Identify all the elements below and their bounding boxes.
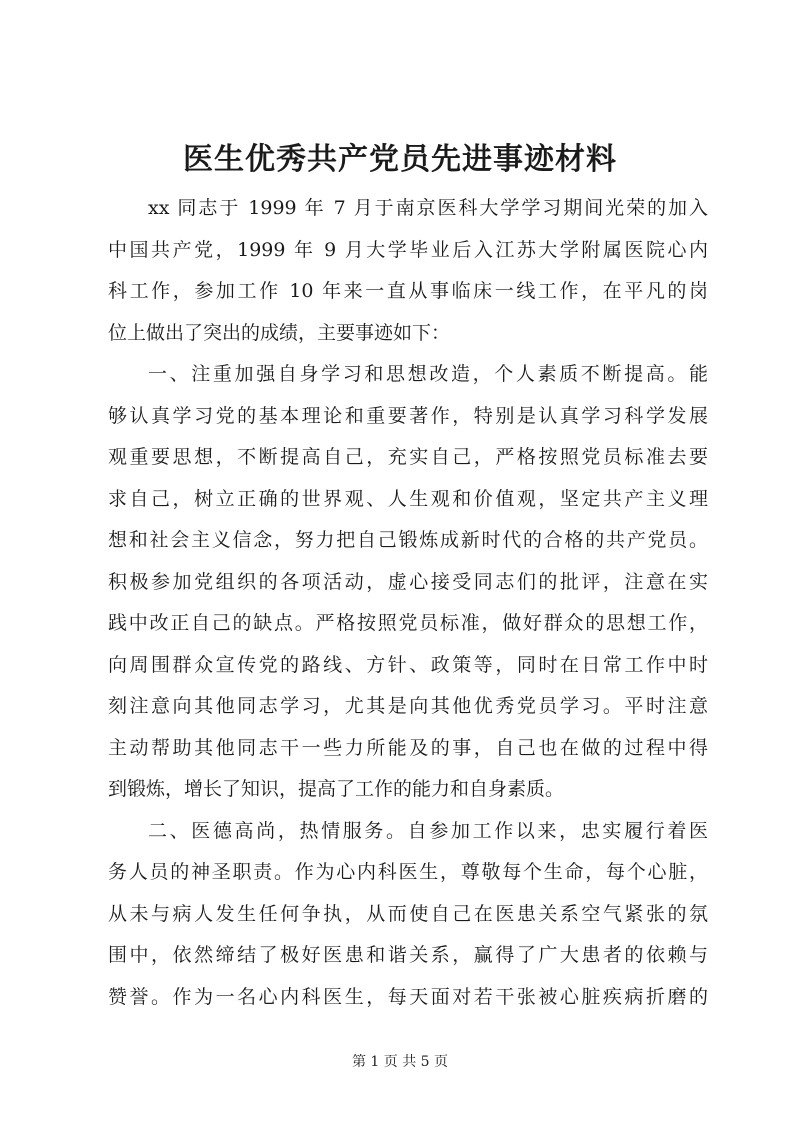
body-line: 二、医德高尚，热情服务。自参加工作以来，忠实履行着医 — [148, 819, 708, 842]
body-line: 到锻炼，增长了知识，提高了工作的能力和自身素质。 — [108, 778, 565, 800]
body-line: 求自己，树立正确的世界观、人生观和价值观，坚定共产主义理 — [108, 487, 708, 510]
document-body — [108, 188, 708, 1018]
body-line: 从未与病人发生任何争执，从而使自己在医患关系空气紧张的氛 — [108, 902, 708, 925]
body-line: 位上做出了突出的成绩，主要事迹如下： — [108, 321, 451, 344]
page-footer: 第 1 页 共 5 页 — [351, 1054, 449, 1070]
body-line: 想和社会主义信念，努力把自己锻炼成新时代的合格的共产党员。 — [108, 529, 708, 551]
body-line: 积极参加党组织的各项活动，虚心接受同志们的批评，注意在实 — [108, 570, 708, 593]
body-line: xx 同志于 1999 年 7 月于南京医科大学学习期间光荣的加入 — [148, 197, 708, 219]
body-line: 科工作，参加工作 10 年来一直从事临床一线工作，在平凡的岗 — [108, 280, 708, 302]
body-line: 向周围群众宣传党的路线、方针、政策等，同时在日常工作中时 — [108, 653, 708, 676]
document-title: 医生优秀共产党员先进事迹材料 — [183, 142, 617, 177]
body-line: 够认真学习党的基本理论和重要著作，特别是认真学习科学发展 — [108, 404, 708, 427]
body-line: 赞誉。作为一名心内科医生，每天面对若干张被心脏疾病折磨的 — [108, 985, 708, 1008]
body-line: 主动帮助其他同志干一些力所能及的事，自己也在做的过程中得 — [108, 736, 708, 759]
body-line: 围中，依然缔结了极好医患和谐关系，赢得了广大患者的依赖与 — [108, 944, 708, 966]
body-line: 中国共产党，1999 年 9 月大学毕业后入江苏大学附属医院心内 — [108, 238, 708, 261]
body-line: 务人员的神圣职责。作为心内科医生，尊敬每个生命，每个心脏， — [108, 861, 708, 883]
body-line: 观重要思想，不断提高自己，充实自己，严格按照党员标准去要 — [108, 446, 708, 468]
body-line: 一、注重加强自身学习和思想改造，个人素质不断提高。能 — [148, 363, 708, 385]
body-line: 刻注意向其他同志学习，尤其是向其他优秀党员学习。平时注意 — [108, 695, 708, 717]
body-line: 践中改正自己的缺点。严格按照党员标准，做好群众的思想工作， — [108, 612, 708, 634]
